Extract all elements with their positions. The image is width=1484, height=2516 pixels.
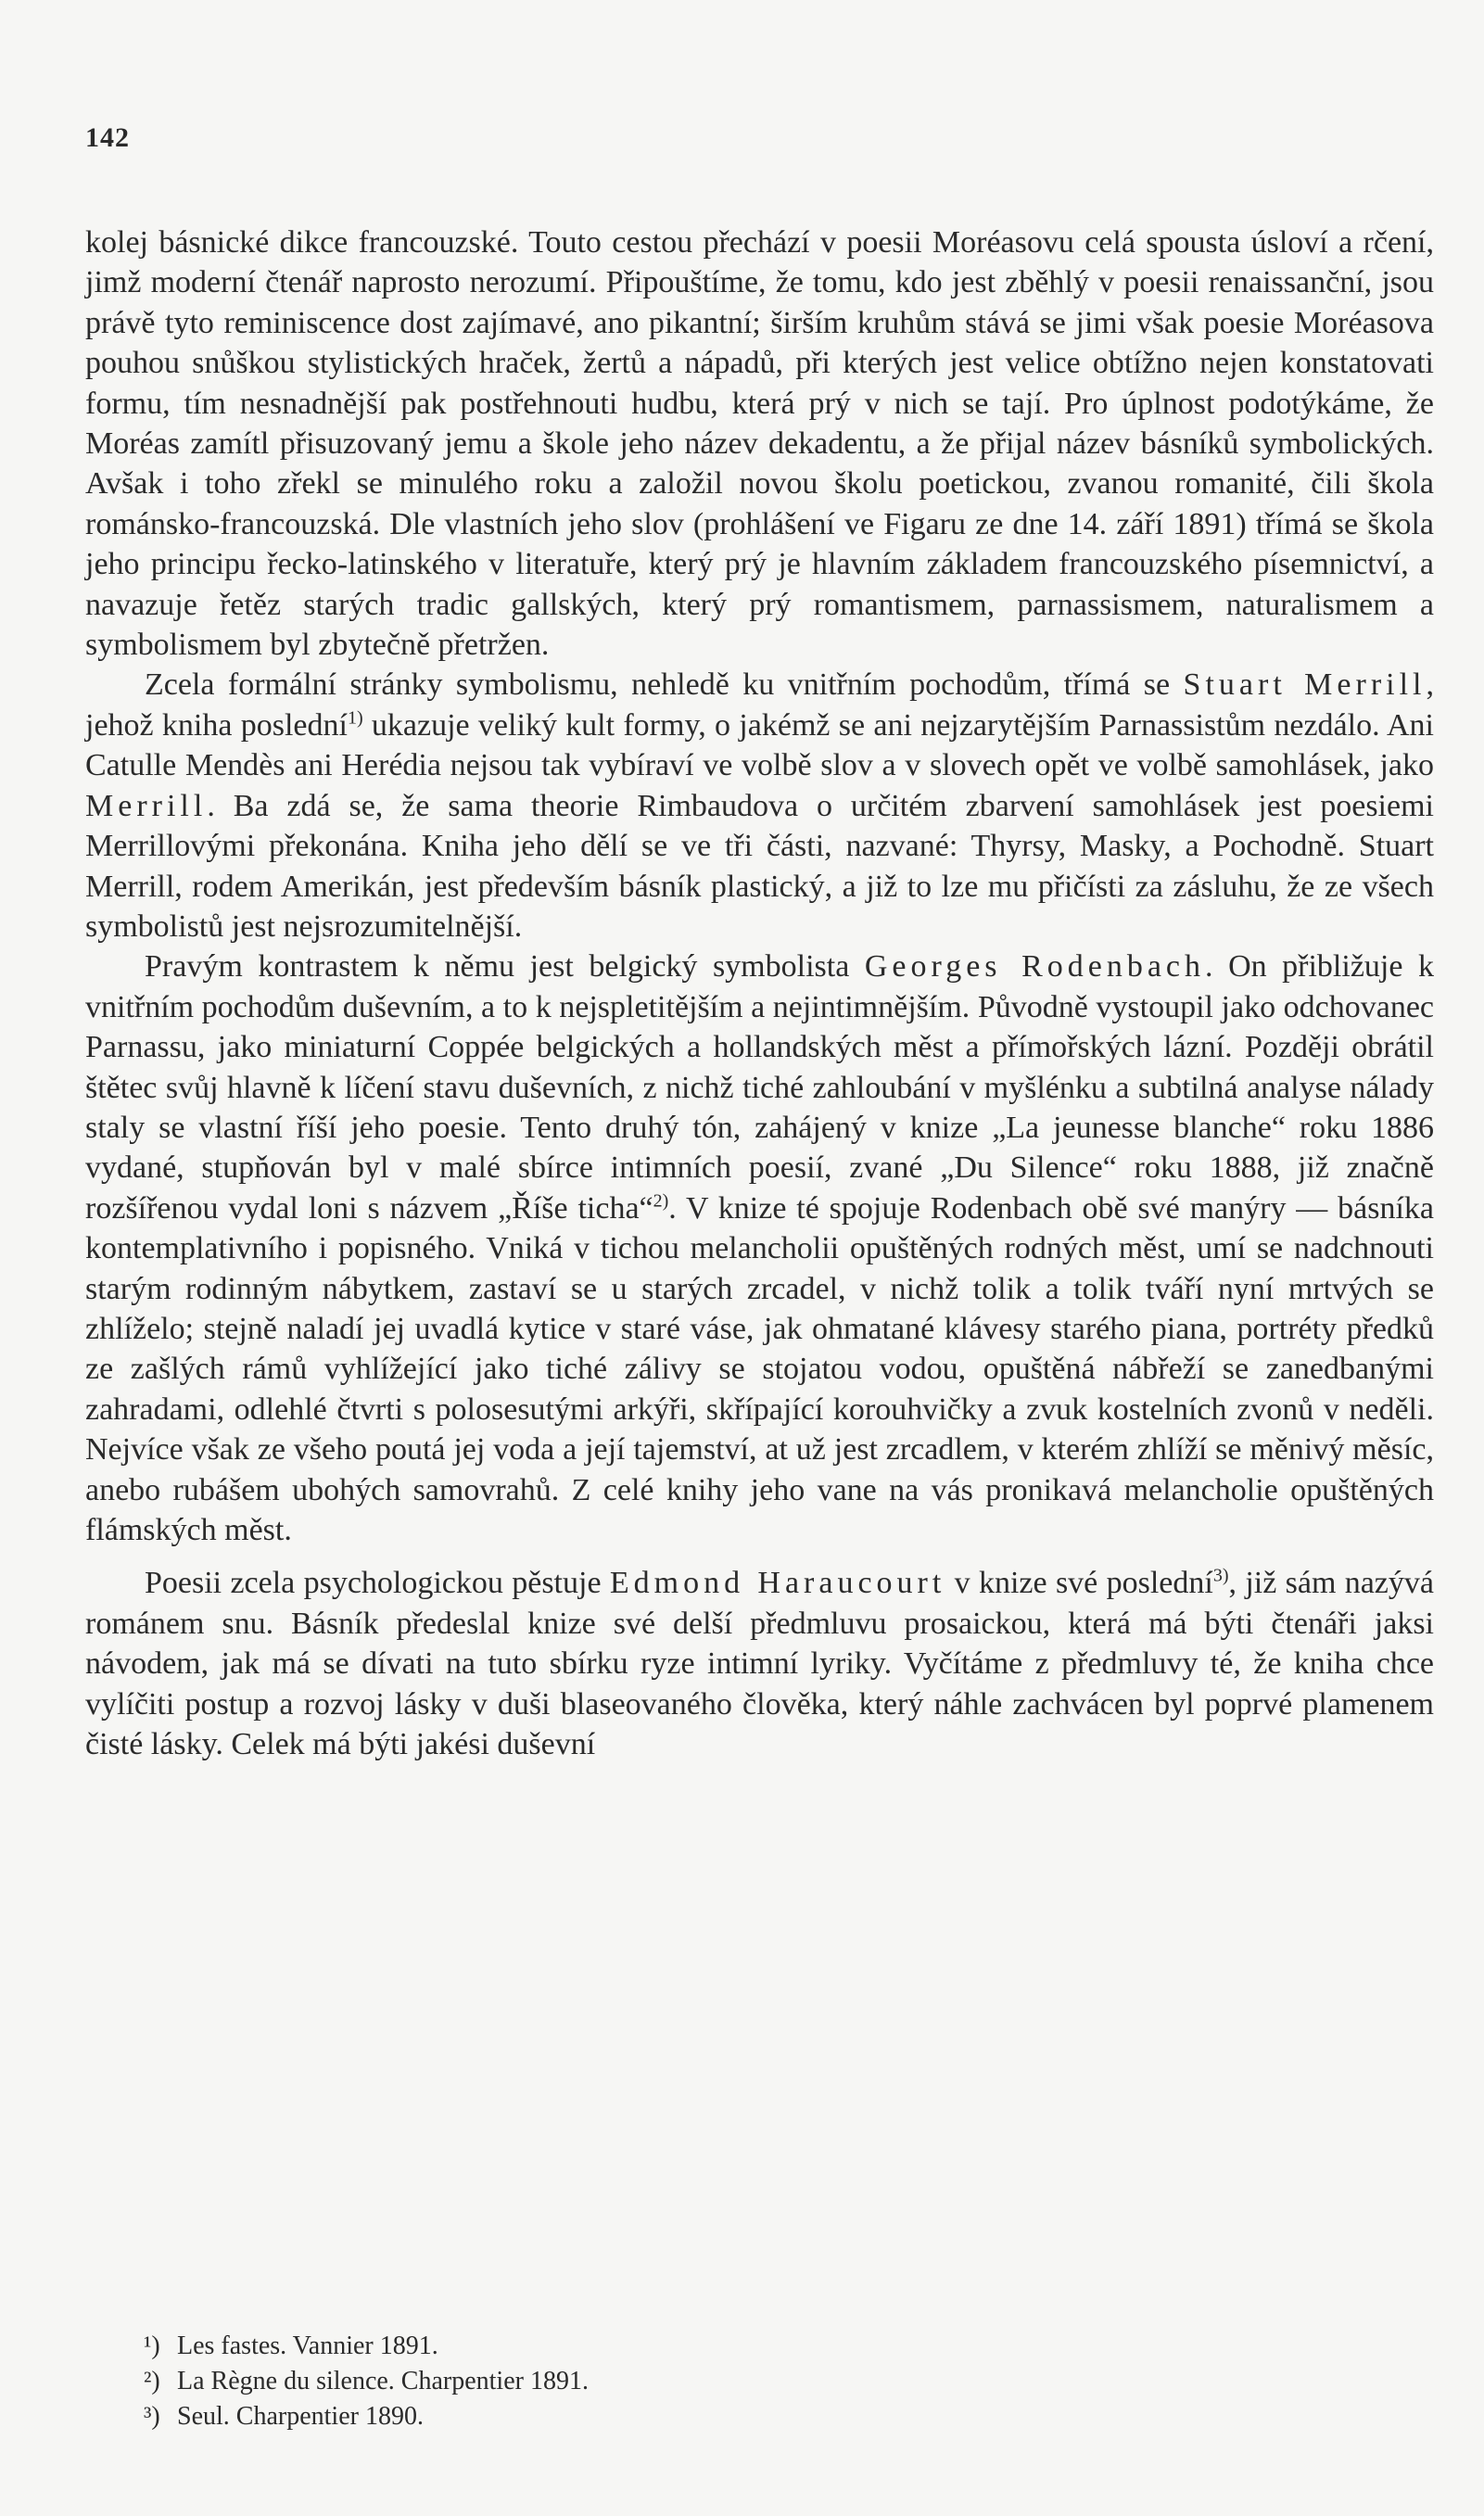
paragraph-1: kolej básnické dikce francouzské. Touto cestou přechází v poesii Moréasovu celá spousta úsloví a rčení, jimž moderní čtenář naprosto nerozumí. Připouštíme, že tomu, kdo jest zběhlý v poesii renaissanční, jsou právě tyto reminiscence dost zajímavé, ano pikantní; širším kruhům stává se jimi však poesie Moréasova pouhou snůškou stylistických hraček, žertů a nápadů, při kterých jest velice obtížno nejen konstatovati formu, tím nesnadnější pak postřehnouti hudbu, která prý v nich se tají. Pro úplnost podotýkáme, že Moréas zamítl přisuzovaný jemu a škole jeho název dekadentu, a že přijal název básníků symbolických. Avšak i toho zřekl se minulého roku a založil novou školu poetickou, zvanou romanité, čili škola románsko-francouzská. Dle vlastních jeho slov (prohlášení ve Figaru ze dne 14. září 1891) třímá se škola jeho principu řecko-latinského v literatuře, který prý je hlavním základem francouzského písemnictví, a navazuje řetěz starých tradic gallských, který prý romantismem, parnassismem, naturalismem a symbolismem byl zbytečně přetržen. xyxy=(85,225,1434,663)
footnote-ref: 1) xyxy=(347,707,363,729)
paragraph-2: Zcela formální stránky symbolismu, nehledě ku vnitřním pochodům, třímá se Stuart Merrill, jehož kniha poslední$^{1)}$ ukazuje veliký kult formy, o jakémž se ani nejzarytějším Parnassistům nezdálo. Ani Catulle Mendès ani Herédia nejsou tak vybíraví ve volbě slov a v slovech opět ve volbě samohlásek, jako Merrill. Ba zdá se, že sama theorie Rimbaudova o určitém zbarvení samohlásek jest poesiemi Merrillovými překonána. Kniha jeho dělí se ve tři části, nazvané: Thyrsy, Masky, a Pochodně. Stuart Merrill, rodem Amerikán, jest především básník plastický, a již to lze mu přičísti za zásluhu, že ze všech symbolistů jest nejsrozumitelnější. xyxy=(85,667,1434,944)
footnote-2: ²) La Règne du silence. Charpentier 1891. xyxy=(144,2367,589,2395)
spaced-name: Georges Rodenbach xyxy=(864,949,1206,985)
footnote-ref: 2) xyxy=(653,1190,669,1212)
spaced-name: Merrill xyxy=(85,788,208,823)
page-number: 142 xyxy=(85,122,130,153)
paragraph-4: Poesii zcela psychologickou pěstuje Edmond Haraucourt v knize své poslední$^{3)}$, již sám nazývá románem snu. Básník předeslal knize své delší předmluvu prosaickou, která má býti čtenáři jaksi návodem, jak má se dívati na tuto sbírku ryze intimní lyriky. Vyčítáme z předmluvy té, že kniha chce vylíčiti postup a rozvoj lásky v duši blaseovaného člověka, který náhle zachvácen byl poprvé plamenem čisté lásky. Celek má býti jakési duševní xyxy=(85,1566,1434,1762)
spaced-name: Edmond Haraucourt xyxy=(609,1566,946,1601)
paragraph-3: Pravým kontrastem k němu jest belgický symbolista Georges Rodenbach. On přibližuje k vnitřním pochodům duševním, a to k nejspletitějším a nejintimnějším. Původně vystoupil jako odchovanec Parnassu, jako miniaturní Coppée belgických a hollandských měst a přímořských lázní. Později obrátil štětec svůj hlavně k líčení stavu duševních, z nichž tiché zahloubání v myšlénku a subtilná analyse nálady staly se vlastní říší jeho poesie. Tento druhý tón, zahájený v knize „La jeunesse blanche“ roku 1886 vydané, stupňován byl v malé sbírce intimních poesií, zvané „Du Silence“ roku 1888, již značně rozšířenou vydal loni s názvem „Říše ticha“$^{2)}$. V knize té spojuje Rodenbach obě své manýry — básníka kontemplativního i popisného. Vniká v tichou melancholii opuštěných rodných měst, umí se nadchnouti starým rodinným nábytkem, zastaví se u starých zrcadel, v nichž tolik a tolik tváří nyní mrtvých se zhlíželo; stejně naladí jej uvadlá kytice v staré váse, jak ohmatané klávesy starého piana, portréty předků ze zašlých rámů vyhlížející jako tiché zálivy se stojatou vodou, opuštěná nábřeží se zanedbanými zahradami, odlehlé čtvrti s polosesutými arkýři, skřípající korouhvičky a zvuk kostelních zvonů v neděli. Nejvíce však ze všeho poutá jej voda a její tajemství, at už jest zrcadlem, v kterém zhlíží se měnivý měsíc, anebo rubášem ubohých samovrahů. Z celé knihy jeho vane na vás pronikavá melancholie opuštěných flámských měst. xyxy=(85,949,1434,1547)
body-text xyxy=(85,222,1434,1764)
footnote-1: ¹) Les fastes. Vannier 1891. xyxy=(144,2332,438,2360)
footnote-3: ³) Seul. Charpentier 1890. xyxy=(144,2402,424,2431)
spaced-name: Stuart Merrill xyxy=(1183,667,1427,703)
footnote-ref: 3) xyxy=(1212,1566,1229,1587)
footnotes xyxy=(144,2329,1349,2434)
